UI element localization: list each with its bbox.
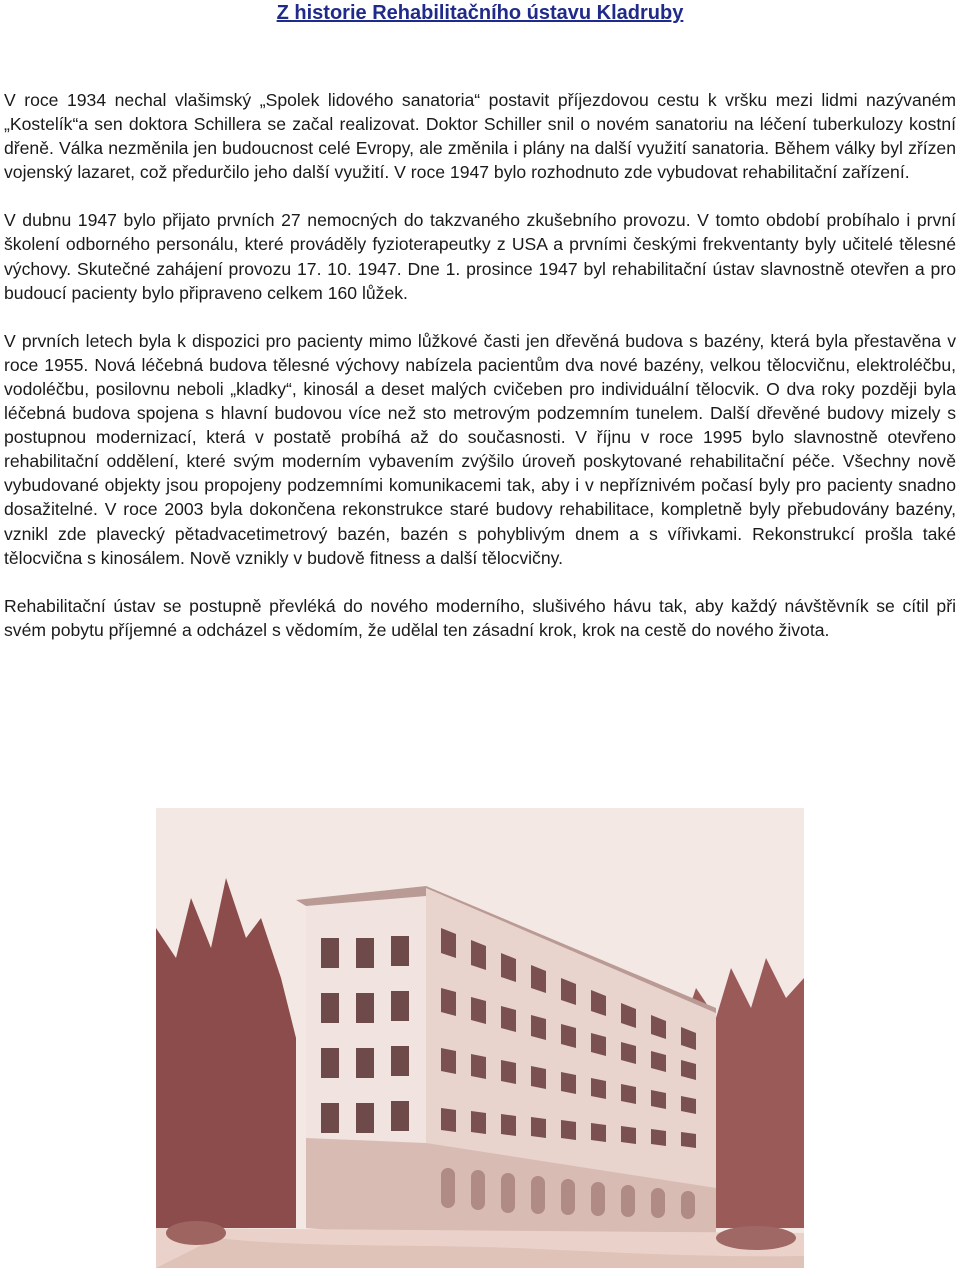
building-photo [156, 808, 804, 1268]
document-body [4, 88, 956, 666]
paragraph-2: V dubnu 1947 bylo přijato prvních 27 nemocných do takzvaného zkušebního provozu. V tomto období probíhalo i první školení odborného personálu, které prováděly fyzioterapeutky z USA a prvními českými frekventanty byly učitelé tělesné výchovy. Skutečné zahájení provozu 17. 10. 1947. Dne 1. prosince 1947 byl rehabilitační ústav slavnostně otevřen a pro budoucí pacienty bylo připraveno celkem 160 lůžek. [4, 210, 956, 303]
paragraph-3: V prvních letech byla k dispozici pro pacienty mimo lůžkové časti jen dřevěná budova s bazény, která byla přestavěna v roce 1955. Nová léčebná budova tělesné výchovy nabízela pacientům dva nové bazény, velkou tělocvičnu, elektroléčbu, vodoléčbu, posilovnu neboli „kladky“, kinosál a deset malých cvičeben pro individuální tělocvik. O dva roky později byla léčebná budova spojena s hlavní budovou více než sto metrovým podzemním tunelem. Další dřevěné budovy mizely s postupnou modernizací, která v postatě probíhá až do současnosti. V říjnu v roce 1995 bylo slavnostně otevřeno rehabilitační oddělení, které svým moderním vybavením zvýšilo úroveň poskytované rehabilitační péče. Všechny nově vybudované objekty jsou propojeny podzemními komunikacemi tak, aby i v nepříznivém počasí byly pro pacienty snadno dosažitelné. V roce 2003 byla dokončena rekonstrukce staré budovy rehabilitace, kompletně byly přebudovány bazény, vznikl zde plavecký pětadvacetimetrový bazén, bazén s pohyblivým dnem a s vířivkami. Rekonstrukcí prošla také tělocvična s kinosálem. Nově vznikly v budově fitness a další tělocvičny. [4, 330, 956, 568]
page-title: Z historie Rehabilitačního ústavu Kladruby [276, 2, 684, 24]
building-photo-icon [156, 808, 804, 1268]
paragraph-1: V roce 1934 nechal vlašimský „Spolek lidového sanatoria“ postavit příjezdovou cestu k vršku mezi lidmi nazývaném „Kostelík“a sen doktora Schillera se začal realizovat. Doktor Schiller snil o novém sanatoriu na léčení tuberkulozy kostní dřeně. Válka nezměnila jen budoucnost celé Evropy, ale změnila i plány na další využití sanatoria. Během války byl zřízen vojenský lazaret, což předurčilo jeho další využití. V roce 1947 bylo rozhodnuto zde vybudovat rehabilitační zařízení. [4, 90, 956, 183]
paragraph-4: Rehabilitační ústav se postupně převléká do nového moderního, slušivého hávu tak, aby každý návštěvník se cítil při svém pobytu příjemné a odcházel s vědomím, že udělal ten zásadní krok, krok na cestě do nového života. [4, 595, 956, 640]
